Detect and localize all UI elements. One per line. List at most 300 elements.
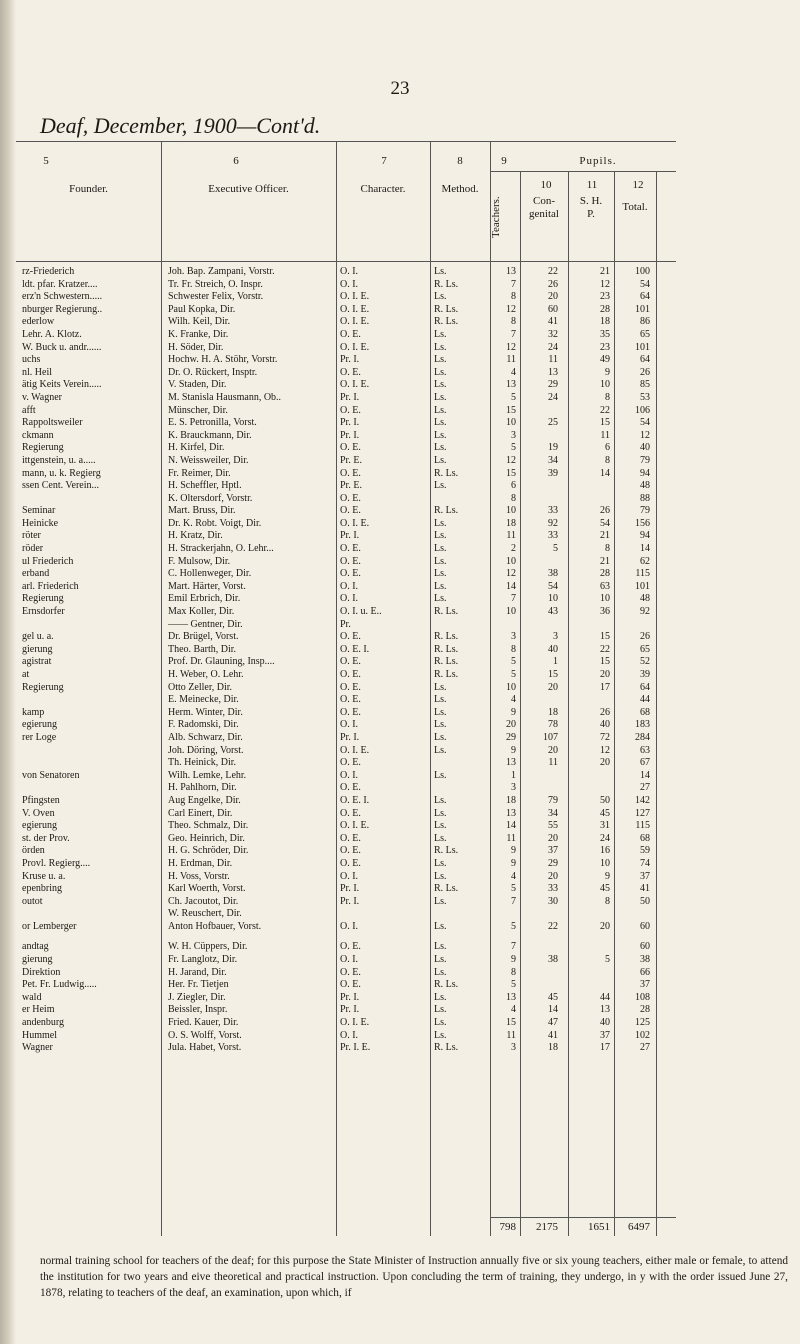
founder-cell: von Senatoren <box>22 769 80 781</box>
total-cell: 44 <box>640 694 650 706</box>
teachers-cell: 1 <box>511 769 516 781</box>
officer-cell: Geo. Heinrich, Dir. <box>168 832 245 844</box>
congenital-cell: 34 <box>548 807 558 819</box>
totals-rule <box>490 1217 676 1218</box>
teachers-cell: 15 <box>506 404 516 416</box>
method-cell: Ls. <box>434 820 447 832</box>
total-cell: 27 <box>640 782 650 794</box>
teachers-cell: 10 <box>506 555 516 567</box>
table-row <box>16 992 796 1005</box>
congenital-cell: 33 <box>548 505 558 517</box>
founder-cell: egierung <box>22 820 57 832</box>
character-cell: O. I. <box>340 769 359 781</box>
table-row <box>16 405 796 418</box>
officer-cell: F. Radomski, Dir. <box>168 719 239 731</box>
total-cell: 14 <box>640 543 650 555</box>
character-cell: Pr. I. <box>340 417 360 429</box>
sh-cell: 11 <box>600 429 610 441</box>
sh-cell: 17 <box>600 681 610 693</box>
officer-cell: Max Koller, Dir. <box>168 606 235 618</box>
teachers-cell: 12 <box>506 454 516 466</box>
sh-cell: 22 <box>600 404 610 416</box>
character-cell: Pr. E. <box>340 480 362 492</box>
total-cell: 62 <box>640 555 650 567</box>
character-cell: Pr. I. <box>340 391 360 403</box>
officer-cell: H. Voss, Vorstr. <box>168 870 230 882</box>
table-row <box>16 858 796 871</box>
officer-cell: H. Kratz, Dir. <box>168 530 223 542</box>
congenital-cell: 20 <box>548 832 558 844</box>
character-cell: Pr. <box>340 618 351 630</box>
sh-cell: 6 <box>605 442 610 454</box>
character-cell: O. E. <box>340 631 361 643</box>
sh-cell: 13 <box>600 1004 610 1016</box>
founder-cell: Rappoltsweiler <box>22 417 83 429</box>
teachers-cell: 4 <box>511 870 516 882</box>
method-cell: Ls. <box>434 593 447 605</box>
character-cell: O. E. <box>340 555 361 567</box>
header-top-rule <box>16 141 676 142</box>
officer-cell: H. Erdman, Dir. <box>168 857 233 869</box>
sh-cell: 8 <box>605 543 610 555</box>
total-cell: 65 <box>640 328 650 340</box>
sh-header-line1: S. H. <box>579 195 603 207</box>
character-cell: Pr. I. <box>340 429 360 441</box>
table-row <box>16 644 796 657</box>
table-row <box>16 568 796 581</box>
sh-cell: 54 <box>600 517 610 529</box>
character-cell: O. E. <box>340 366 361 378</box>
character-cell: O. E. <box>340 966 361 978</box>
congenital-cell: 11 <box>548 757 558 769</box>
method-cell: R. Ls. <box>434 505 459 517</box>
table-row <box>16 845 796 858</box>
method-cell: Ls. <box>434 354 447 366</box>
sh-cell: 28 <box>600 568 610 580</box>
footnote-paragraph: normal training school for teachers of the deaf; for this purpose the State Minister of Instruction annually five or six young teachers, either male or female, to attend the institution for two years and eive theoretical and practical instruction. Upon concluding the term of training, they undergo, in y with the order issued June 27, 1878, relating to teachers of the deaf, an examination, upon which, if <box>40 1255 788 1299</box>
teachers-cell: 12 <box>506 303 516 315</box>
officer-cell: Jula. Habet, Vorst. <box>168 1042 242 1054</box>
total-cell: 64 <box>640 681 650 693</box>
sh-cell: 37 <box>600 1029 610 1041</box>
table-row <box>16 316 796 329</box>
officer-cell: Dr. Brügel, Vorst. <box>168 631 239 643</box>
character-cell: Pr. E. <box>340 454 362 466</box>
congenital-cell: 38 <box>548 568 558 580</box>
teachers-cell: 7 <box>511 941 516 953</box>
total-cell: 52 <box>640 656 650 668</box>
teachers-cell: 29 <box>506 731 516 743</box>
table-row <box>16 379 796 392</box>
table-row <box>16 694 796 707</box>
table-row <box>16 1004 796 1017</box>
table-row <box>16 883 796 896</box>
method-cell: Ls. <box>434 266 447 277</box>
total-header: Total. <box>622 201 648 213</box>
method-cell: Ls. <box>434 517 447 529</box>
sh-cell: 8 <box>605 895 610 907</box>
founder-cell: nburger Regierung.. <box>22 303 103 315</box>
congenital-cell: 37 <box>548 845 558 857</box>
method-cell: Ls. <box>434 530 447 542</box>
table-row <box>16 518 796 531</box>
table-row <box>16 279 796 292</box>
officer-cell: Fr. Langlotz, Dir. <box>168 954 238 966</box>
founder-cell: agistrat <box>22 656 52 668</box>
character-cell: O. E. <box>340 757 361 769</box>
officer-cell: Karl Woerth, Vorst. <box>168 883 246 895</box>
teachers-cell: 3 <box>511 782 516 794</box>
character-cell: O. I. E. <box>340 341 370 353</box>
sh-cell: 16 <box>600 845 610 857</box>
founder-cell: ssen Cent. Verein... <box>22 480 100 492</box>
method-cell: Ls. <box>434 769 447 781</box>
teachers-cell: 5 <box>511 669 516 680</box>
table-row <box>16 979 796 992</box>
table-row <box>16 392 796 405</box>
total-cell: 41 <box>640 883 650 895</box>
founder-cell: Pfingsten <box>22 794 60 806</box>
officer-cell: Fried. Kauer, Dir. <box>168 1017 239 1029</box>
character-cell: O. E. <box>340 328 361 340</box>
sh-cell: 12 <box>600 278 610 290</box>
character-cell: Pr. I. <box>340 530 360 542</box>
total-cell: 94 <box>640 467 650 479</box>
row-spacer <box>16 933 796 941</box>
sh-cell: 26 <box>600 505 610 517</box>
sh-cell: 9 <box>605 366 610 378</box>
total-cell: 68 <box>640 706 650 718</box>
method-cell: Ls. <box>434 954 447 966</box>
table-row <box>16 455 796 468</box>
sh-cell: 44 <box>600 991 610 1003</box>
teachers-cell: 13 <box>506 991 516 1003</box>
sh-cell: 45 <box>600 883 610 895</box>
teachers-cell: 5 <box>511 920 516 932</box>
teachers-cell: 10 <box>506 417 516 429</box>
congenital-cell: 40 <box>548 643 558 655</box>
method-cell: Ls. <box>434 694 447 706</box>
officer-cell: H. Jarand, Dir. <box>168 966 227 978</box>
sh-cell: 12 <box>600 744 610 756</box>
founder-cell: Heinicke <box>22 517 59 529</box>
founder-cell: egierung <box>22 719 57 731</box>
method-cell: Ls. <box>434 429 447 441</box>
teachers-cell: 7 <box>511 328 516 340</box>
officer-cell: Joh. Döring, Vorst. <box>168 744 244 756</box>
method-cell: Ls. <box>434 341 447 353</box>
officer-cell: Hochw. H. A. Stöhr, Vorstr. <box>168 354 278 366</box>
character-cell: O. E. <box>340 782 361 794</box>
congenital-cell: 43 <box>548 606 558 618</box>
officer-cell: Prof. Dr. Glauning, Insp.... <box>168 656 275 668</box>
congenital-cell: 41 <box>548 316 558 328</box>
teachers-cell: 8 <box>511 643 516 655</box>
total-cell: 64 <box>640 291 650 303</box>
sh-cell: 20 <box>600 669 610 680</box>
officer-cell: Wilh. Keil, Dir. <box>168 316 231 328</box>
method-cell: Ls. <box>434 991 447 1003</box>
congenital-cell: 3 <box>553 631 558 643</box>
founder-cell: ldt. pfar. Kratzer.... <box>22 278 98 290</box>
sh-cell: 40 <box>600 719 610 731</box>
table-row <box>16 954 796 967</box>
total-cell: 127 <box>635 807 650 819</box>
sh-cell: 45 <box>600 807 610 819</box>
founder-cell: gierung <box>22 954 53 966</box>
character-cell: O. I. E. <box>340 1017 370 1029</box>
teachers-cell: 10 <box>506 606 516 618</box>
founder-cell: at <box>22 669 30 680</box>
method-cell: Ls. <box>434 404 447 416</box>
founder-cell: kamp <box>22 706 45 718</box>
congenital-cell: 18 <box>548 706 558 718</box>
total-cell: 101 <box>635 580 650 592</box>
total-cell: 54 <box>640 417 650 429</box>
founder-cell: Wagner <box>22 1042 53 1054</box>
character-header: Character. <box>360 183 406 195</box>
congenital-cell: 18 <box>548 1042 558 1054</box>
col-number-9: 9 <box>501 155 507 167</box>
method-cell: Ls. <box>434 480 447 492</box>
character-cell: O. I. <box>340 870 359 882</box>
total-cell: 26 <box>640 631 650 643</box>
congenital-cell: 54 <box>548 580 558 592</box>
method-cell: R. Ls. <box>434 303 459 315</box>
sh-cell: 63 <box>600 580 610 592</box>
col-number-8: 8 <box>457 155 463 167</box>
table-row <box>16 1017 796 1030</box>
founder-cell: Lehr. A. Klotz. <box>22 328 82 340</box>
character-cell: O. I. <box>340 278 359 290</box>
congenital-cell: 78 <box>548 719 558 731</box>
page-number: 23 <box>390 78 410 99</box>
method-cell: Ls. <box>434 941 447 953</box>
officer-cell: E. S. Petronilla, Vorst. <box>168 417 257 429</box>
officer-cell: Ch. Jacoutot, Dir. <box>168 895 239 907</box>
total-teachers: 798 <box>499 1221 516 1233</box>
sh-cell: 10 <box>600 857 610 869</box>
col-number-7: 7 <box>381 155 387 167</box>
sh-cell: 72 <box>600 731 610 743</box>
sh-cell: 40 <box>600 1017 610 1029</box>
teachers-cell: 5 <box>511 391 516 403</box>
teachers-cell: 3 <box>511 1042 516 1054</box>
teachers-cell: 5 <box>511 883 516 895</box>
founder-cell: ckmann <box>22 429 54 441</box>
officer-cell: Paul Kopka, Dir. <box>168 303 236 315</box>
teachers-cell: 9 <box>511 744 516 756</box>
method-cell: Ls. <box>434 1017 447 1029</box>
founder-cell: afft <box>22 404 36 416</box>
congenital-cell: 11 <box>548 354 558 366</box>
sh-cell: 50 <box>600 794 610 806</box>
founder-cell: Regierung <box>22 593 64 605</box>
teachers-cell: 8 <box>511 291 516 303</box>
total-cell: 60 <box>640 941 650 953</box>
table-row <box>16 417 796 430</box>
table-row <box>16 354 796 367</box>
table-row <box>16 631 796 644</box>
total-cell: 100 <box>635 266 650 277</box>
congenital-cell: 15 <box>548 669 558 680</box>
founder-cell: gel u. a. <box>22 631 54 643</box>
teachers-cell: 7 <box>511 593 516 605</box>
method-cell: Ls. <box>434 966 447 978</box>
method-cell: Ls. <box>434 543 447 555</box>
founder-cell: Provl. Regierg.... <box>22 857 91 869</box>
table-row <box>16 941 796 954</box>
character-cell: O. E. <box>340 845 361 857</box>
sh-cell: 9 <box>605 870 610 882</box>
method-cell: R. Ls. <box>434 278 459 290</box>
character-cell: O. I. <box>340 266 359 277</box>
sh-cell: 31 <box>600 820 610 832</box>
table-row <box>16 896 796 909</box>
sh-cell: 15 <box>600 417 610 429</box>
teachers-cell: 8 <box>511 966 516 978</box>
founder-cell: Ernsdorfer <box>22 606 65 618</box>
congenital-cell: 13 <box>548 366 558 378</box>
table-row <box>16 921 796 934</box>
sh-cell: 23 <box>600 291 610 303</box>
officer-cell: Mart. Härter, Vorst. <box>168 580 246 592</box>
pupils-header: Pupils. <box>579 155 617 167</box>
total-cell: 40 <box>640 442 650 454</box>
officer-cell: F. Mulsow, Dir. <box>168 555 231 567</box>
founder-cell: or Lemberger <box>22 920 77 932</box>
total-sh: 1651 <box>588 1221 610 1233</box>
table-row <box>16 505 796 518</box>
teachers-cell: 8 <box>511 316 516 328</box>
founder-cell: röder <box>22 543 44 555</box>
executive-officer-header: Executive Officer. <box>208 183 289 195</box>
teachers-cell: 9 <box>511 954 516 966</box>
table-row <box>16 530 796 543</box>
method-cell: Ls. <box>434 719 447 731</box>
officer-cell: Theo. Schmalz, Dir. <box>168 820 249 832</box>
table-row <box>16 782 796 795</box>
officer-cell: Fr. Reimer, Dir. <box>168 467 231 479</box>
method-cell: Ls. <box>434 328 447 340</box>
founder-header: Founder. <box>69 183 108 195</box>
book-binding-edge <box>0 0 16 1344</box>
congenital-cell: 20 <box>548 291 558 303</box>
table-row <box>16 871 796 884</box>
sh-cell: 14 <box>600 467 610 479</box>
total-cell: 65 <box>640 643 650 655</box>
teachers-cell: 9 <box>511 845 516 857</box>
officer-cell: Alb. Schwarz, Dir. <box>168 731 243 743</box>
sh-cell: 49 <box>600 354 610 366</box>
method-cell: Ls. <box>434 744 447 756</box>
congenital-cell: 32 <box>548 328 558 340</box>
sh-cell: 5 <box>605 954 610 966</box>
total-cell: 85 <box>640 379 650 391</box>
table-row <box>16 908 796 921</box>
col-number-11: 11 <box>586 179 598 191</box>
character-cell: O. I. <box>340 593 359 605</box>
total-cell: 26 <box>640 366 650 378</box>
congenital-cell: 22 <box>548 920 558 932</box>
officer-cell: Schwester Felix, Vorstr. <box>168 291 264 303</box>
character-cell: O. I. E. <box>340 303 370 315</box>
sh-cell: 8 <box>605 391 610 403</box>
congenital-cell: 29 <box>548 857 558 869</box>
founder-cell: erz'n Schwestern..... <box>22 291 103 303</box>
method-cell: R. Ls. <box>434 606 459 618</box>
congenital-cell: 29 <box>548 379 558 391</box>
teachers-cell: 15 <box>506 467 516 479</box>
character-cell: O. E. <box>340 681 361 693</box>
character-cell: O. E. <box>340 656 361 668</box>
character-cell: O. I. <box>340 580 359 592</box>
teachers-cell: 20 <box>506 719 516 731</box>
officer-cell: V. Staden, Dir. <box>168 379 227 391</box>
total-cell: 64 <box>640 354 650 366</box>
method-cell: Ls. <box>434 291 447 303</box>
officer-cell: H. Strackerjahn, O. Lehr... <box>168 543 274 555</box>
founder-cell: outot <box>22 895 43 907</box>
sh-cell: 8 <box>605 454 610 466</box>
schools-table <box>16 266 796 1055</box>
method-cell: Ls. <box>434 580 447 592</box>
founder-cell: uchs <box>22 354 41 366</box>
officer-cell: H. Pahlhorn, Dir. <box>168 782 237 794</box>
teachers-cell: 7 <box>511 278 516 290</box>
total-cell: 106 <box>635 404 650 416</box>
character-cell: Pr. I. <box>340 354 360 366</box>
sh-cell: 22 <box>600 643 610 655</box>
congenital-cell: 45 <box>548 991 558 1003</box>
total-cell: 59 <box>640 845 650 857</box>
total-cell: 101 <box>635 341 650 353</box>
character-cell: O. E. <box>340 492 361 504</box>
officer-cell: Emil Erbrich, Dir. <box>168 593 241 605</box>
table-row <box>16 329 796 342</box>
teachers-cell: 8 <box>511 492 516 504</box>
congenital-cell: 92 <box>548 517 558 529</box>
table-row <box>16 291 796 304</box>
officer-cell: Dr. O. Rückert, Insptr. <box>168 366 258 378</box>
method-cell: Ls. <box>434 920 447 932</box>
founder-cell: gierung <box>22 643 53 655</box>
total-cell: 37 <box>640 979 650 991</box>
table-row <box>16 304 796 317</box>
teachers-cell: 12 <box>506 568 516 580</box>
founder-cell: örden <box>22 845 45 857</box>
total-cell: 183 <box>635 719 650 731</box>
character-cell: Pr. I. <box>340 895 360 907</box>
character-cell: O. E. I. <box>340 643 370 655</box>
congenital-header-line2: genital <box>529 208 559 220</box>
sh-cell: 20 <box>600 920 610 932</box>
character-cell: O. I. <box>340 719 359 731</box>
founder-cell: rer Loge <box>22 731 57 743</box>
founder-cell: er Heim <box>22 1004 55 1016</box>
method-cell: Ls. <box>434 832 447 844</box>
officer-cell: H. Kirfel, Dir. <box>168 442 225 454</box>
teachers-cell: 13 <box>506 807 516 819</box>
congenital-cell: 47 <box>548 1017 558 1029</box>
character-cell: O. E. <box>340 467 361 479</box>
officer-cell: H. Scheffler, Hptl. <box>168 480 242 492</box>
method-cell: R. Ls. <box>434 669 459 680</box>
teachers-cell: 18 <box>506 794 516 806</box>
teachers-cell: 11 <box>506 832 516 844</box>
method-cell: Ls. <box>434 391 447 403</box>
congenital-cell: 14 <box>548 1004 558 1016</box>
